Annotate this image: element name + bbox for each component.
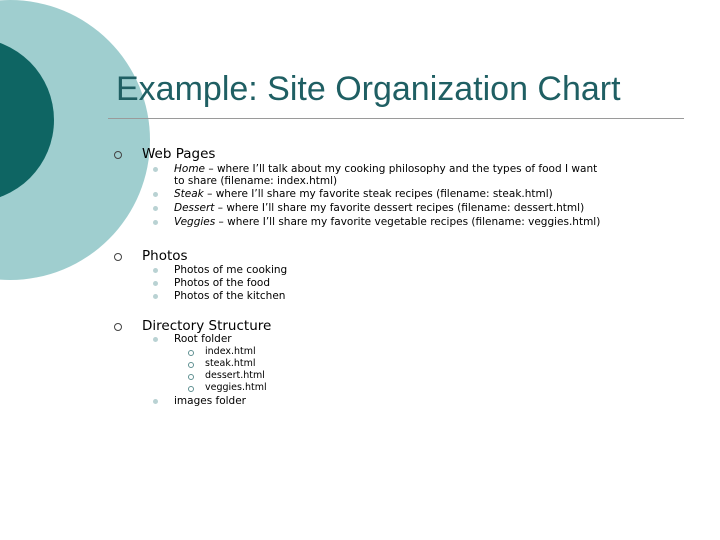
bullet-icon [153, 192, 158, 197]
section-heading-photos: Photos [142, 248, 188, 264]
list-item-images-folder: images folder [174, 395, 246, 407]
page-name: Home [174, 163, 206, 175]
sub-bullet-icon [188, 350, 194, 356]
list-item-root-folder: Root folder [174, 333, 232, 345]
section-heading-directory-structure: Directory Structure [142, 318, 272, 334]
page-name: Steak [174, 188, 204, 200]
section-bullet-icon [114, 151, 122, 159]
bullet-icon [153, 399, 158, 404]
bullet-icon [153, 281, 158, 286]
list-item: Photos of the kitchen [174, 290, 286, 302]
slide-title: Example: Site Organization Chart [116, 70, 621, 108]
file-item: veggies.html [205, 382, 267, 393]
list-item-dessert [174, 202, 584, 214]
list-item-home [174, 163, 597, 175]
page-name: Veggies [174, 216, 216, 228]
list-item: Photos of me cooking [174, 264, 288, 276]
sub-bullet-icon [188, 386, 194, 392]
list-item-steak [174, 188, 553, 200]
sub-bullet-icon [188, 374, 194, 380]
page-description: – where I’ll share my favorite dessert recipes (filename: dessert.html) [214, 202, 585, 214]
bullet-icon [153, 337, 158, 342]
section-heading-web-pages: Web Pages [142, 146, 216, 162]
page-description: – where I’ll talk about my cooking philosophy and the types of food I want [205, 163, 598, 175]
section-bullet-icon [114, 323, 122, 331]
bullet-icon [153, 268, 158, 273]
bullet-icon [153, 167, 158, 172]
file-item: dessert.html [205, 370, 265, 381]
section-bullet-icon [114, 253, 122, 261]
page-description: – where I’ll share my favorite steak recipes (filename: steak.html) [203, 188, 553, 200]
bullet-icon [153, 206, 158, 211]
bullet-icon [153, 294, 158, 299]
page-description: – where I’ll share my favorite vegetable recipes (filename: veggies.html) [215, 216, 601, 228]
page-name: Dessert [174, 202, 215, 214]
list-item-veggies [174, 216, 600, 228]
title-divider [108, 118, 684, 119]
sub-bullet-icon [188, 362, 194, 368]
list-item: Photos of the food [174, 277, 270, 289]
bullet-icon [153, 220, 158, 225]
list-item-home-continued: to share (filename: index.html) [174, 175, 338, 187]
file-item: steak.html [205, 358, 256, 369]
file-item: index.html [205, 346, 256, 357]
